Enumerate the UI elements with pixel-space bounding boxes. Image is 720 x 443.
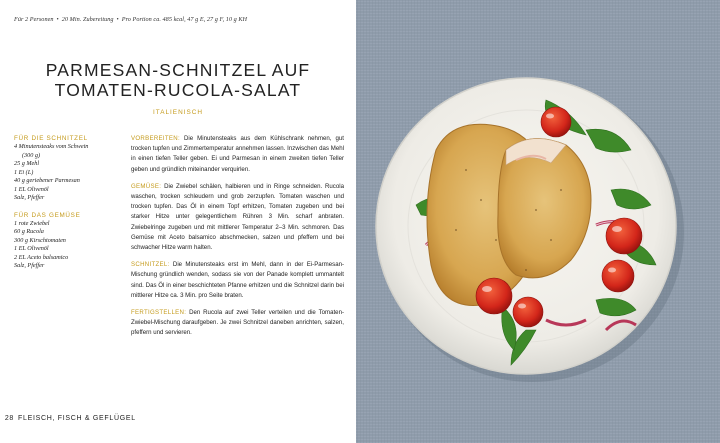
- ingredient: 60 g Rucola: [14, 228, 44, 235]
- ingredient: 1 Ei (L): [14, 168, 34, 176]
- step-text: Die Zwiebel schälen, halbieren und in Ringe schneiden. Rucola waschen, trocken schleudern und grob zerzupfen. Tomaten waschen und trocken tupfen. Das Öl in einem Topf erhitzen, Tomaten zugeben und bei starker Hitze unter gelegentlichem Rühren 3 Min. scharf anbraten. Zwiebelringe zugeben und mit mittlerer Temperatur 2–3 Min. schmoren. Das Gemüse mit Aceto balsamico abschmecken, salzen und pfeffern und bei schwacher Hitze warm halten.: [131, 182, 344, 252]
- page-footer: [0, 415, 136, 422]
- recipe-title-line1: PARMESAN-SCHNITZEL AUF: [45, 60, 311, 80]
- dish-illustration: [356, 0, 720, 443]
- ingredient: 4 Minutensteaks vom Schwein: [14, 143, 89, 150]
- step-label: SCHNITZEL:: [131, 261, 170, 269]
- step-fertigstellen: [131, 308, 344, 339]
- recipe-meta: Für 2 Personen • 20 Min. Zubereitung • Pro Portion ca. 485 kcal, 47 g E, 27 g F, 10 g KH: [14, 16, 248, 23]
- ingredient: 40 g geriebener Parmesan: [14, 177, 80, 184]
- step-label: VORBEREITEN:: [131, 135, 180, 142]
- ingredient: 1 EL Olivenöl: [14, 185, 49, 193]
- section-title: FLEISCH, FISCH & GEFLÜGEL: [18, 415, 136, 422]
- ingredients-heading-gemuese: FÜR DAS GEMÜSE: [14, 211, 81, 219]
- ingredients-list-schnitzel: [14, 143, 122, 203]
- step-label: FERTIGSTELLEN:: [131, 309, 187, 317]
- step-label: GEMÜSE:: [131, 182, 162, 190]
- ingredient: 300 g Kirschtomaten: [14, 236, 66, 244]
- prep-time: 20 Min. Zubereitung: [61, 16, 114, 23]
- ingredient: 2 EL Aceto balsamico: [14, 253, 69, 261]
- ingredients-list-gemuese: [14, 220, 122, 271]
- ingredient: 25 g Mehl: [14, 160, 40, 167]
- step-text: Die Minutensteaks erst im Mehl, dann in der Ei-Parmesan-Mischung gründlich wenden, sodass sie von der Panade komplett ummantelt sind. Das Öl in einer beschichteten Pfanne erhitzen und die Schnitzel darin bei mittlerer Hitze ca. 3 Min. pro Seite braten.: [131, 261, 344, 299]
- ingredient: Salz, Pfeffer: [14, 194, 45, 201]
- step-text: Den Rucola auf zwei Teller verteilen und die Tomaten-Zwiebel-Mischung daraufgeben. Je zwei Schnitzel daneben anrichten, salzen, pfeffern und servieren.: [131, 309, 344, 337]
- ingredient: 1 EL Olivenöl: [14, 245, 49, 252]
- instructions-column: [131, 134, 344, 346]
- page-number: 28: [4, 415, 14, 422]
- recipe-page: [0, 0, 356, 443]
- cuisine-tag: ITALIENISCH: [153, 109, 203, 116]
- ingredient: Salz, Pfeffer: [14, 262, 45, 269]
- recipe-title-line2: TOMATEN-RUCOLA-SALAT: [54, 80, 302, 100]
- step-gemuese: [131, 182, 344, 253]
- step-vorbereiten: [131, 134, 344, 175]
- nutrition: Pro Portion ca. 485 kcal, 47 g E, 27 g F, 10 g KH: [121, 16, 248, 23]
- step-schnitzel: [131, 260, 344, 301]
- ingredients-column: [14, 134, 122, 279]
- servings: Für 2 Personen: [14, 16, 54, 23]
- step-text: Die Minutensteaks aus dem Kühlschrank nehmen, gut trocken tupfen und Zimmertemperatur annehmen lassen. Inzwischen das Mehl in einen tiefen Teller geben. Ei und Parmesan in einem zweiten tiefen Teller geben und gründlich miteinander verquirlen.: [131, 135, 344, 173]
- ingredient: (300 g): [22, 151, 41, 159]
- food-photo: [356, 0, 720, 443]
- ingredients-heading-schnitzel: FÜR DIE SCHNITZEL: [14, 135, 88, 142]
- ingredient: 1 rote Zwiebel: [14, 219, 50, 227]
